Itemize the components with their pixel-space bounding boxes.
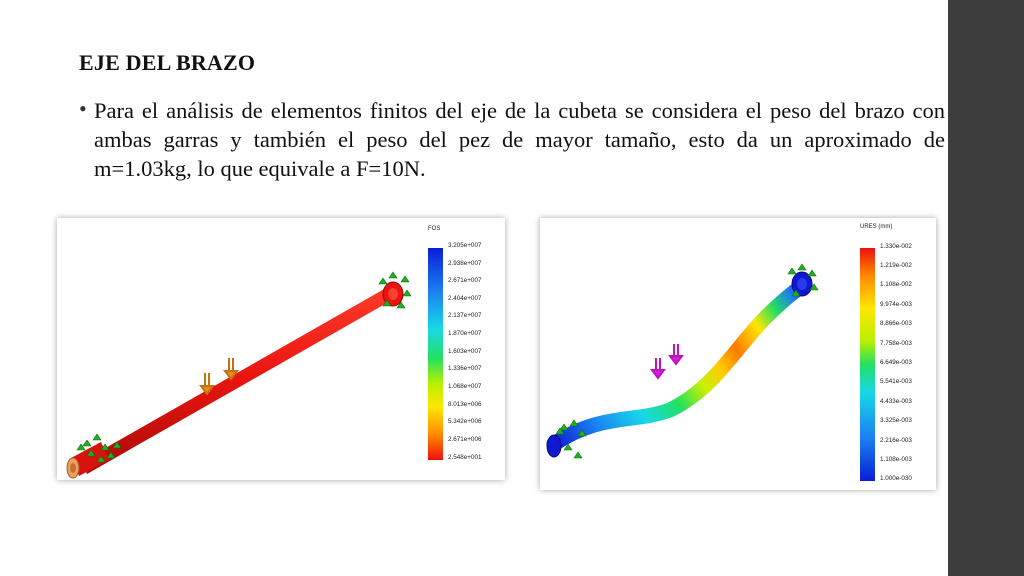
ures-tick: 7.758e-003 <box>880 340 912 347</box>
ures-tick: 3.325e-003 <box>880 417 912 424</box>
bullet-dot-icon: • <box>79 96 87 121</box>
ures-model-render <box>540 218 936 490</box>
fos-tick: 1.068e+007 <box>448 383 482 390</box>
ures-tick: 1.219e-002 <box>880 262 912 269</box>
fos-shaft <box>81 288 392 474</box>
fos-colorbar <box>428 248 443 460</box>
fos-plot-image <box>57 218 505 480</box>
fos-tick: 2.671e+007 <box>448 277 482 284</box>
ures-tick: 1.000e-030 <box>880 475 912 482</box>
ures-tick: 9.974e-003 <box>880 301 912 308</box>
ures-tick: 1.330e-002 <box>880 243 912 250</box>
ures-tick: 4.433e-003 <box>880 398 912 405</box>
fos-tick: 1.336e+007 <box>448 365 482 372</box>
fos-tick: 2.137e+007 <box>448 312 482 319</box>
ures-legend-title: URES (mm) <box>860 224 893 230</box>
ures-deformed-shaft <box>554 286 802 444</box>
bullet-text: Para el análisis de elementos finitos del eje de la cubeta se considera el peso del brazo con ambas garras y también el peso del pez de mayor tamaño, esto da un aproximado de m=1.03kg, lo que equivale a F=10N. <box>94 98 945 181</box>
fos-tick: 2.938e+007 <box>448 260 482 267</box>
fos-tick: 8.013e+006 <box>448 401 482 408</box>
ures-tick: 5.541e-003 <box>880 378 912 385</box>
ures-tick: 8.866e-003 <box>880 320 912 327</box>
ures-tick: 1.108e-003 <box>880 456 912 463</box>
bullet-point <box>79 96 945 183</box>
fos-tick: 2.548e+001 <box>448 454 482 461</box>
slide-title: EJE DEL BRAZO <box>79 50 256 75</box>
fos-tick: 1.870e+007 <box>448 330 482 337</box>
ures-colorbar <box>860 248 875 481</box>
fos-legend-title: FOS <box>428 226 441 232</box>
fos-tick: 1.603e+007 <box>448 348 482 355</box>
ures-tick: 1.108e-002 <box>880 281 912 288</box>
ures-load-arrows-icon <box>652 344 682 378</box>
fos-tick: 3.205e+007 <box>448 242 482 249</box>
ures-tick: 2.216e-003 <box>880 437 912 444</box>
side-accent-bar <box>948 0 1024 576</box>
fos-tick: 2.671e+006 <box>448 436 482 443</box>
ures-plot-image <box>540 218 936 490</box>
fos-tick: 5.342e+006 <box>448 418 482 425</box>
ures-tick: 6.649e-003 <box>880 359 912 366</box>
ures-left-end <box>547 435 561 457</box>
fos-tick: 2.404e+007 <box>448 295 482 302</box>
